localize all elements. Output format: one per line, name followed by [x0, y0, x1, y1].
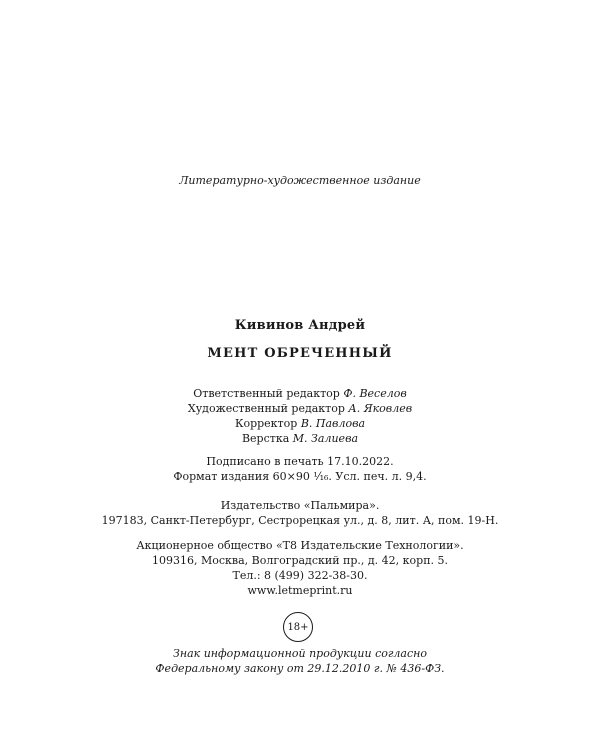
credit-line — [0, 416, 600, 431]
genre-label: Литературно-художественное издание — [179, 174, 421, 187]
notice-line-2: Федеральному закону от 29.12.2010 г. № 436-ФЗ. — [155, 662, 445, 675]
credit-line — [0, 401, 600, 416]
print-info — [0, 454, 600, 484]
printer-website: www.letmeprint.ru — [247, 584, 353, 597]
credit-role: Корректор — [234, 417, 298, 430]
author-name: Кивинов Андрей — [234, 318, 366, 333]
age-rating-badge: 18+ — [283, 612, 313, 642]
credit-person: Ф. Веселов — [343, 387, 407, 400]
credit-role: Художественный редактор — [187, 402, 345, 415]
book-title: МЕНТ ОБРЕЧЕННЫЙ — [207, 346, 393, 361]
notice-line-1: Знак информационной продукции согласно — [172, 647, 428, 660]
printer-name: Акционерное общество «Т8 Издательские Технологии». — [136, 539, 464, 552]
printer-address: 109316, Москва, Волгоградский пр., д. 42, корп. 5. — [151, 554, 449, 567]
credit-line — [0, 431, 600, 446]
printer-phone: Тел.: 8 (499) 322-38-30. — [232, 569, 368, 582]
publisher-name: Издательство «Пальмира». — [220, 499, 380, 512]
print-format: Формат издания 60×90 ¹⁄₁₆. Усл. печ. л. 9,4. — [173, 470, 427, 483]
credits-block — [0, 386, 600, 446]
publisher-info — [0, 498, 600, 528]
printer-info — [0, 538, 600, 598]
credit-role: Ответственный редактор — [193, 387, 340, 400]
credit-line — [0, 386, 600, 401]
credit-person: В. Павлова — [300, 417, 366, 430]
publisher-address: 197183, Санкт-Петербург, Сестрорецкая ул., д. 8, лит. А, пом. 19-Н. — [101, 514, 499, 527]
print-signed: Подписано в печать 17.10.2022. — [206, 455, 394, 468]
legal-notice — [0, 646, 600, 676]
credit-person: М. Залиева — [292, 432, 359, 445]
credit-role: Верстка — [241, 432, 290, 445]
credit-person: А. Яковлев — [348, 402, 413, 415]
